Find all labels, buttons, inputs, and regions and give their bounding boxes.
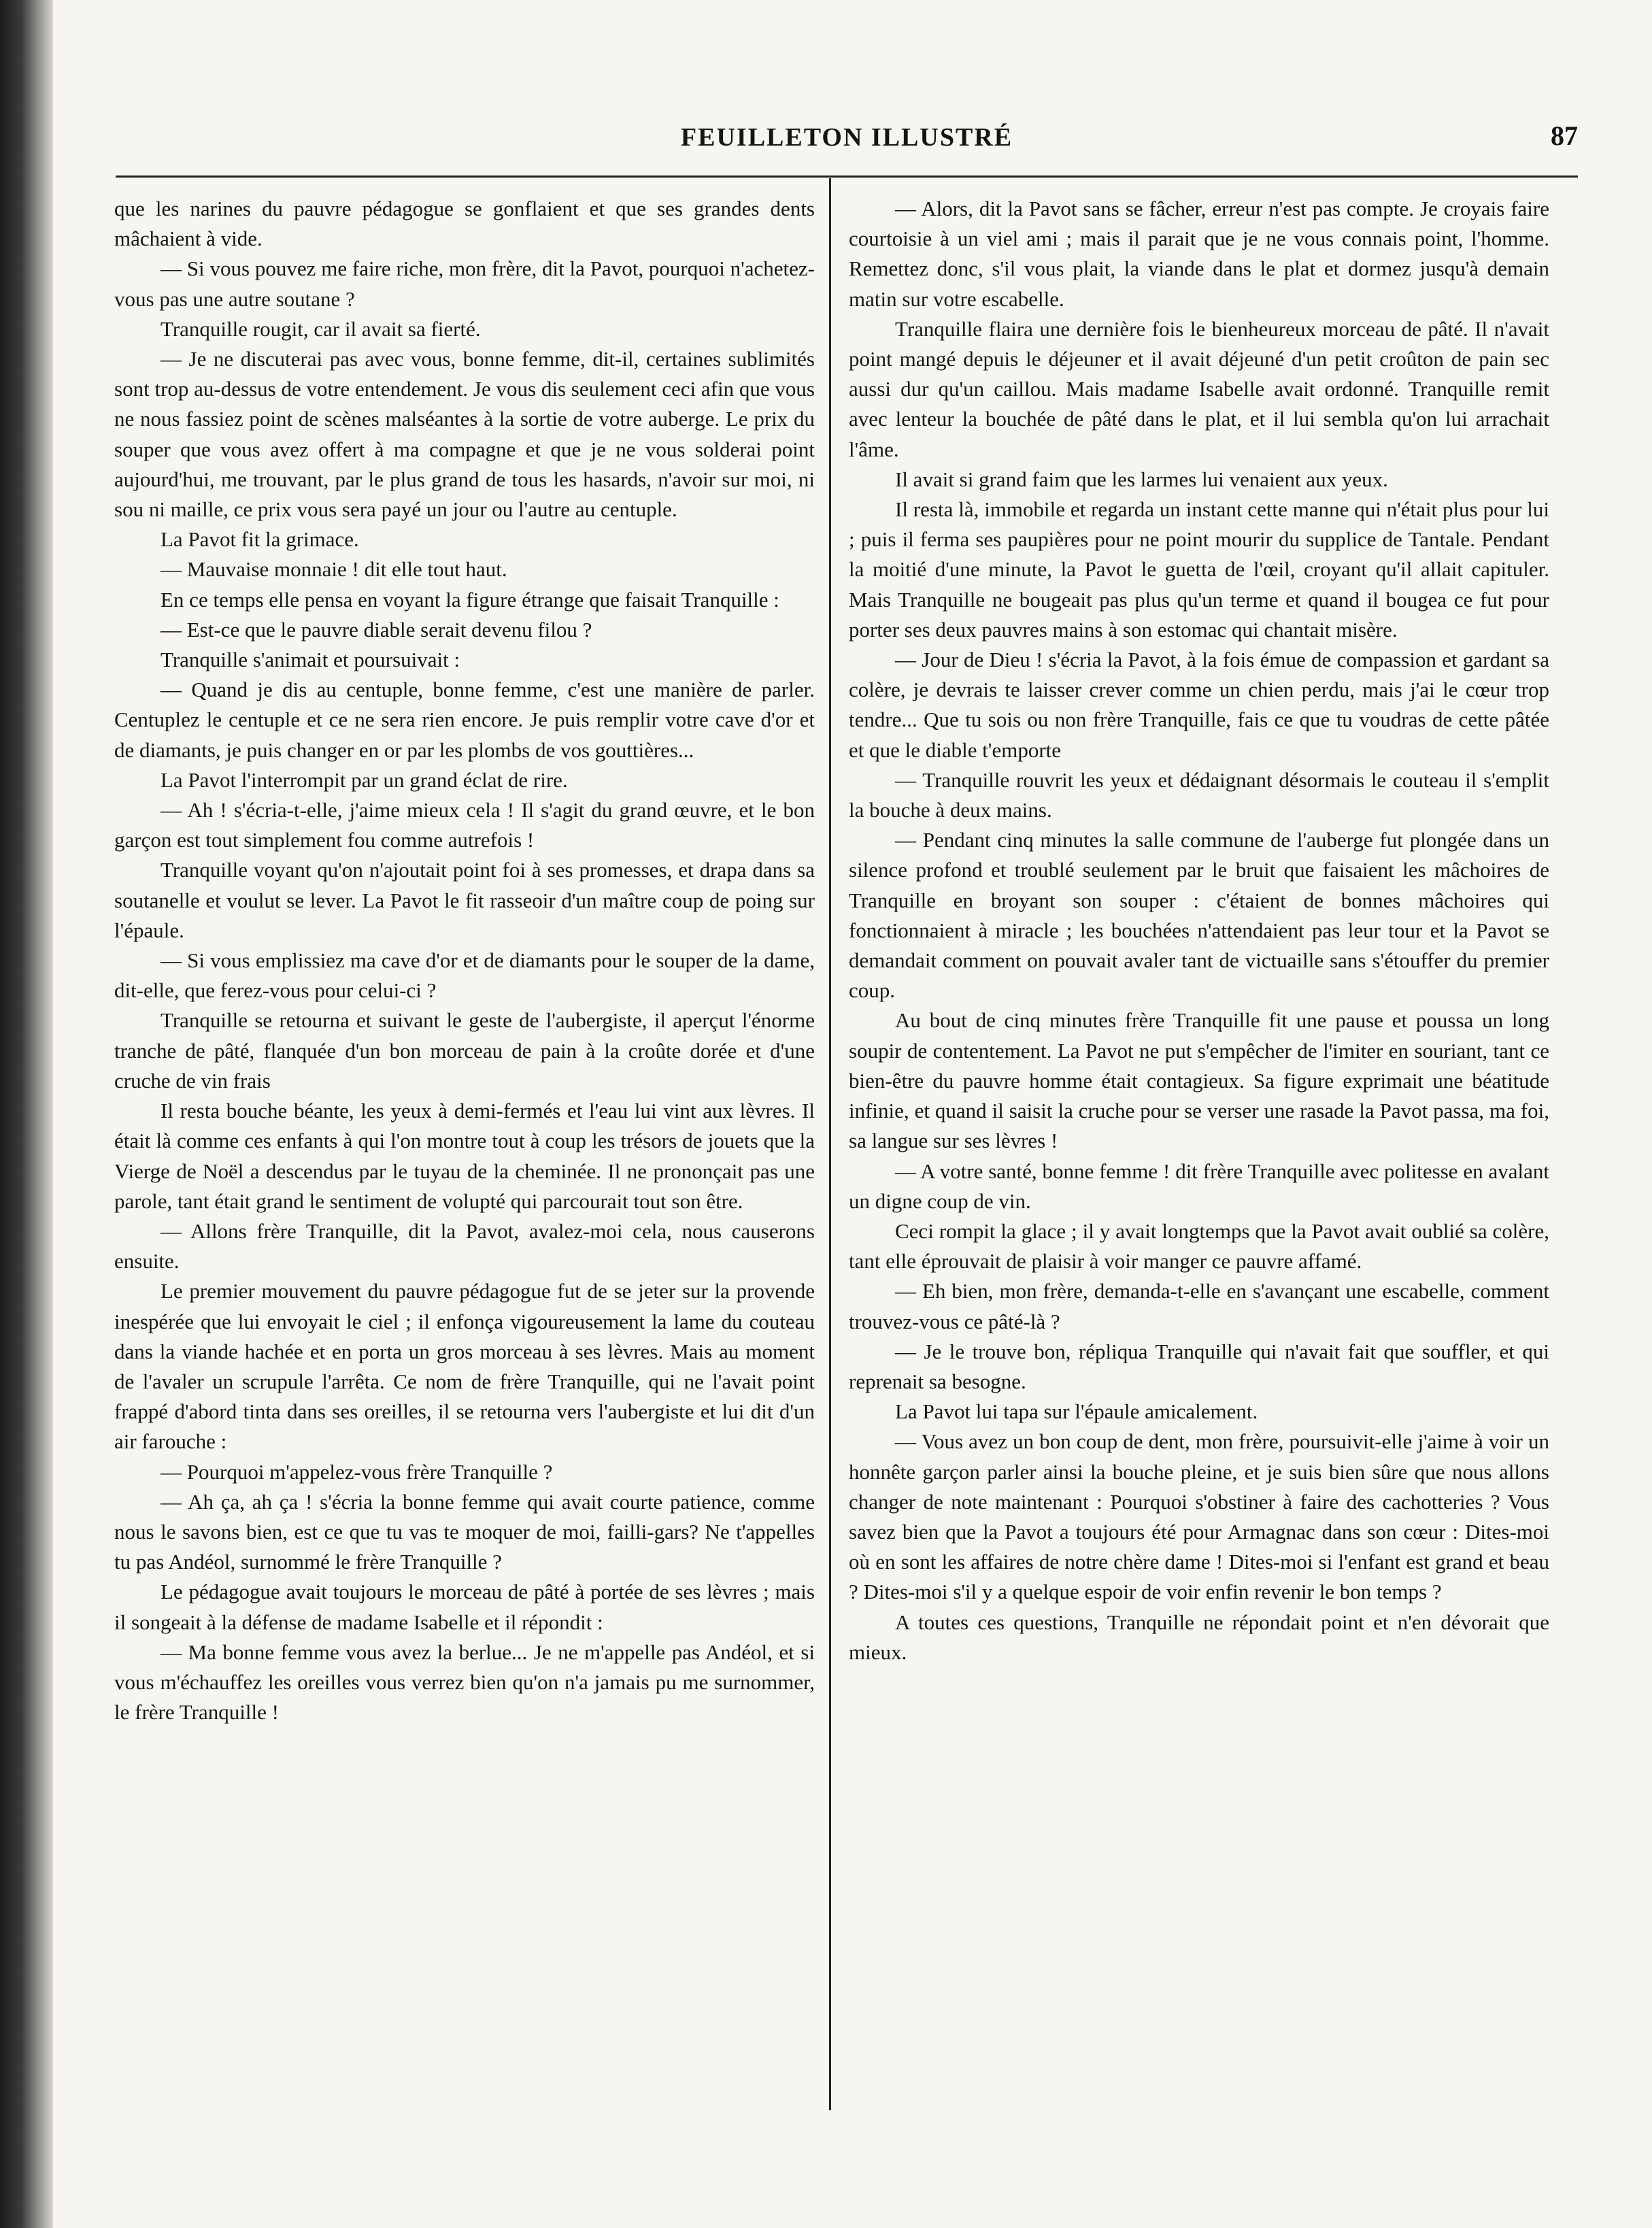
paragraph: — Si vous emplissiez ma cave d'or et de diamants pour le souper de la dame, dit-elle, que ferez-vous pour celui-ci ? (114, 948, 815, 1003)
paragraph: Tranquille voyant qu'on n'ajoutait point foi à ses promesses, et drapa dans sa soutanelle et voulut se lever. La Pavot le fit rasseoir d'un maître coup de poing sur l'épaule. (114, 858, 815, 942)
paragraph: — Si vous pouvez me faire riche, mon frère, dit la Pavot, pourquoi n'achetez-vous pas une autre soutane ? (114, 256, 815, 311)
paragraph: La Pavot lui tapa sur l'épaule amicalement. (895, 1399, 1258, 1424)
paragraph: La Pavot fit la grimace. (161, 527, 359, 552)
paragraph: Au bout de cinq minutes frère Tranquille fit une pause et poussa un long soupir de contentement. La Pavot ne put s'empêcher de l'imiter en souriant, tant ce bien-être du pauvre homme était contagieux. Sa figure exprimait une béatitude infinie, et quand il saisit la cruche pour se verser une rasade la Pavot passa, ma foi, sa langue sur ses lèvres ! (849, 1008, 1549, 1153)
paragraph: Tranquille flaira une dernière fois le bienheureux morceau de pâté. Il n'avait point mangé depuis le déjeuner et il avait déjeuné d'un petit croûton de pain sec aussi dur qu'un caillou. Mais madame Isabelle avait ordonné. Tranquille remit avec lenteur la bouchée de pâté dans le plat, et il lui sembla qu'on lui arrachait l'âme. (849, 316, 1549, 461)
paragraph: La Pavot l'interrompit par un grand éclat de rire. (161, 767, 568, 792)
paragraph: — Vous avez un bon coup de dent, mon frère, poursuivit-elle j'aime à voir un honnête garçon parler ainsi la bouche pleine, et je suis bien sûre que nous allons changer de note maintenant : Pourquoi s'obstiner à faire des cachotteries ? Vous savez bien que la Pavot a toujours été pour Armagnac dans son cœur : Dites-moi où en sont les affaires de notre chère dame ! Dites-moi si l'enfant est grand et beau ? Dites-moi s'il y a quelque espoir de voir enfin revenir le bon temps ? (849, 1429, 1549, 1604)
paragraph: — Ah ça, ah ça ! s'écria la bonne femme qui avait courte patience, comme nous le savons bien, est ce que tu vas te moquer de moi, failli-gars? Ne t'appelles tu pas Andéol, surnommé le frère Tranquille ? (114, 1489, 815, 1574)
paragraph: — Pendant cinq minutes la salle commune de l'auberge fut plongée dans un silence profond et troublé seulement par le bruit que faisaient les mâchoires de Tranquille en broyant son souper : c'étaient de bonnes mâchoires qui fonctionnaient à miracle ; les bouchées n'attendaient pas leur tour et la Pavot se demandait comment on pouvait avaler tant de victuaille sans s'étouffer du premier coup. (849, 828, 1549, 1003)
paragraph: Ceci rompit la glace ; il y avait longtemps que la Pavot avait oublié sa colère, tant elle éprouvait de plaisir à voir manger ce pauvre affamé. (849, 1218, 1549, 1274)
page-header (116, 114, 1578, 178)
column-divider (829, 178, 831, 2110)
paragraph: Tranquille rougit, car il avait sa fierté. (161, 316, 481, 341)
paragraph: A toutes ces questions, Tranquille ne répondait point et n'en dévorait que mieux. (849, 1610, 1549, 1664)
paragraph: Le premier mouvement du pauvre pédagogue fut de se jeter sur la provende inespérée que lui envoyait le ciel ; il enfonça vigoureusement la lame du couteau dans la viande hachée et en porta un gros morceau à ses lèvres. Mais au moment de l'avaler un scrupule l'arrêta. Ce nom de frère Tranquille, qui ne l'avait point frappé d'abord tinta dans ses oreilles, il se retourna vers l'aubergiste et lui dit d'un air farouche : (114, 1279, 815, 1454)
paragraph: En ce temps elle pensa en voyant la figure étrange que faisait Tranquille : (161, 587, 779, 612)
paragraph: — Est-ce que le pauvre diable serait devenu filou ? (161, 617, 592, 642)
paragraph: Tranquille s'animait et poursuivait : (161, 648, 460, 672)
paragraph: Le pédagogue avait toujours le morceau de pâté à portée de ses lèvres ; mais il songeait à la défense de madame Isabelle et il répondit : (114, 1580, 815, 1634)
running-title: FEUILLETON ILLUSTRÉ (680, 123, 1013, 152)
paragraph: — Allons frère Tranquille, dit la Pavot, avalez-moi cela, nous causerons ensuite. (114, 1218, 815, 1274)
paragraph: — Pourquoi m'appelez-vous frère Tranquille ? (161, 1459, 553, 1484)
left-column (114, 194, 815, 1727)
paragraph: Il resta là, immobile et regarda un instant cette manne qui n'était plus pour lui ; puis il ferma ses paupières pour ne point mourir du supplice de Tantale. Pendant la moitié d'une minute, la Pavot le guetta de l'œil, croyant qu'il allait capituler. Mais Tranquille ne bougeait pas plus qu'un terme et quand il bougea ce fut pour porter ses deux pauvres mains à son estomac qui chantait misère. (849, 497, 1549, 642)
paragraph: que les narines du pauvre pédagogue se gonflaient et que ses grandes dents mâchaient à vide. (114, 197, 815, 251)
paragraph: Tranquille se retourna et suivant le geste de l'aubergiste, il aperçut l'énorme tranche de pâté, flanquée d'un bon morceau de pain à la croûte dorée et d'une cruche de vin frais (114, 1008, 815, 1093)
paragraph: — Ma bonne femme vous avez la berlue... Je ne m'appelle pas Andéol, et si vous m'échauffez les oreilles vous verrez bien qu'on n'a jamais pu me surnommer, le frère Tranquille ! (114, 1640, 815, 1725)
paragraph: — Tranquille rouvrit les yeux et dédaignant désormais le couteau il s'emplit la bouche à deux mains. (849, 767, 1549, 822)
paragraph: Il avait si grand faim que les larmes lui venaient aux yeux. (895, 467, 1388, 491)
paragraph: — Jour de Dieu ! s'écria la Pavot, à la fois émue de compassion et gardant sa colère, je devrais te laisser crever comme un chien perdu, mais j'ai le cœur trop tendre... Que tu sois ou non frère Tranquille, fais ce que tu voudras de cette pâtée et que le diable t'emporte (849, 648, 1549, 762)
paragraph: — Je ne discuterai pas avec vous, bonne femme, dit-il, certaines sublimités sont trop au-dessus de votre entendement. Je vous dis seulement ceci afin que vous ne nous fassiez point de scènes malséantes à la sortie de votre auberge. Le prix du souper que vous avez offert à ma compagne et que je ne vous solderai point aujourd'hui, me trouvant, par le plus grand de tous les hasards, n'avoir sur moi, ni sou ni maille, ce prix vous sera payé un jour ou l'autre au centuple. (114, 347, 815, 522)
paragraph: Il resta bouche béante, les yeux à demi-fermés et l'eau lui vint aux lèvres. Il était là comme ces enfants à qui l'on montre tout à coup les trésors de jouets que la Vierge de Noël a descendus par le tuyau de la cheminée. Il ne prononçait pas une parole, tant était grand le sentiment de volupté qui parcourait tout son être. (114, 1099, 815, 1213)
right-column (849, 194, 1549, 1667)
book-binding-edge (0, 0, 53, 2228)
paragraph: — A votre santé, bonne femme ! dit frère Tranquille avec politesse en avalant un digne coup de vin. (849, 1159, 1549, 1213)
paragraph: — Je le trouve bon, répliqua Tranquille qui n'avait fait que souffler, et qui reprenait sa besogne. (849, 1339, 1549, 1393)
page-number: 87 (1551, 120, 1578, 151)
paragraph: — Ah ! s'écria-t-elle, j'aime mieux cela ! Il s'agit du grand œuvre, et le bon garçon est tout simplement fou comme autrefois ! (114, 798, 815, 852)
paragraph: — Eh bien, mon frère, demanda-t-elle en s'avançant une escabelle, comment trouvez-vous ce pâté-là ? (849, 1279, 1549, 1333)
paragraph: — Alors, dit la Pavot sans se fâcher, erreur n'est pas compte. Je croyais faire courtoisie à un viel ami ; mais il parait que je ne vous connais point, l'homme. Remettez donc, s'il vous plait, la viande dans le plat et dormez jusqu'à demain matin sur votre escabelle. (849, 197, 1549, 311)
paragraph: — Mauvaise monnaie ! dit elle tout haut. (161, 557, 507, 582)
paragraph: — Quand je dis au centuple, bonne femme, c'est une manière de parler. Centuplez le centuple et ce ne sera rien encore. Je puis remplir votre cave d'or et de diamants, je puis changer en or par les plombs de vos gouttières... (114, 678, 815, 762)
